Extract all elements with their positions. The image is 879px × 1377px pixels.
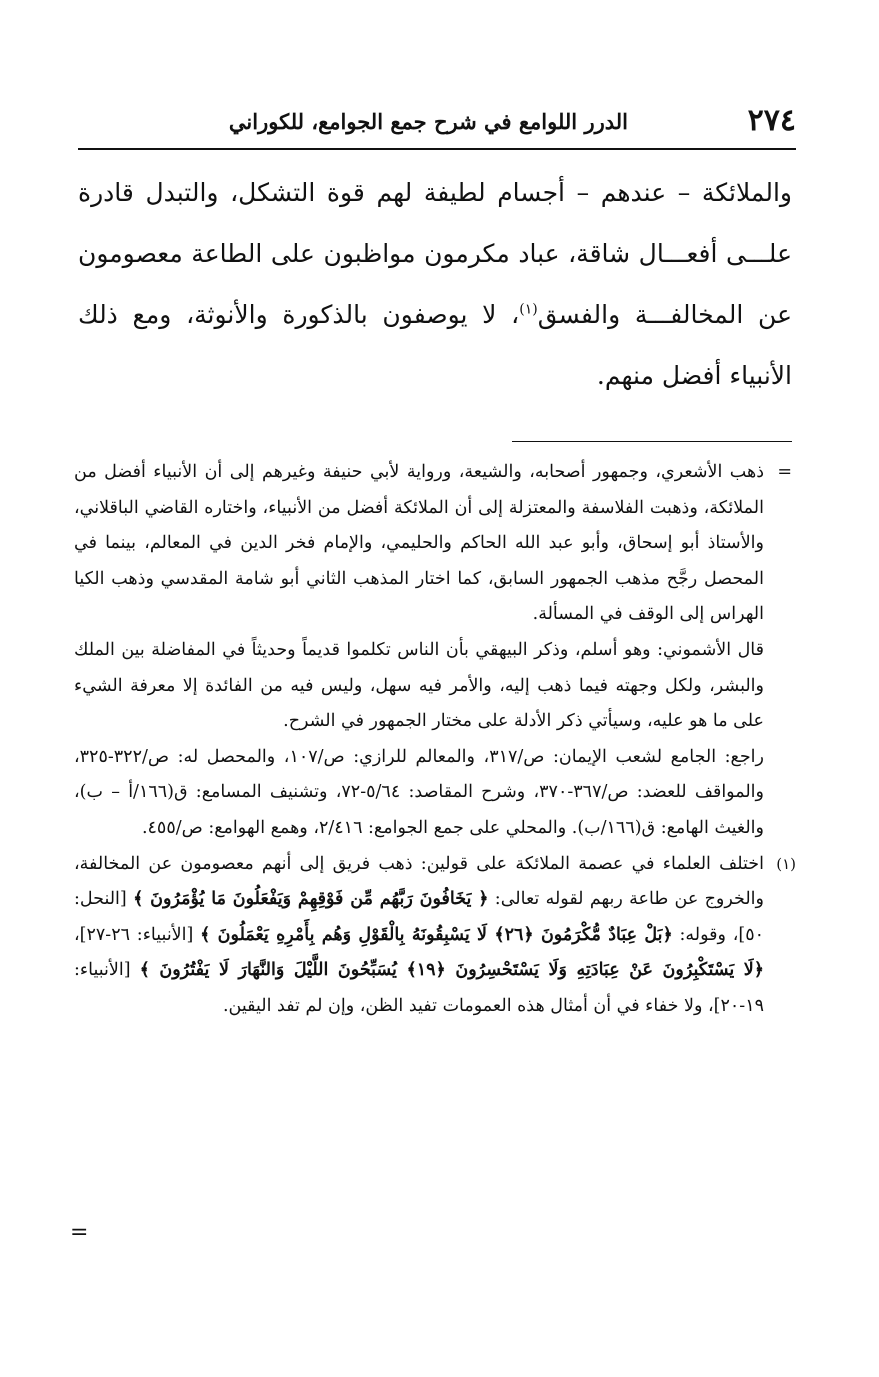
- main-text-before-note: والملائكة – عندهم – أجسام لطيفة لهم قوة التشكل، والتبدل قادرة علـــى أفعـــال شاقة، عباد مكرمون مواظبون على الطاعة معصومون عن المخالفـــة والفسق: [78, 178, 792, 329]
- quran-verse: ﴿لَا يَسْتَكْبِرُونَ عَنْ عِبَادَتِهِ وَلَا يَسْتَحْسِرُونَ ﴿١٩﴾ يُسَبِّحُونَ اللَّيْلَ وَالنَّهَارَ لَا يَفْتُرُونَ ﴾: [139, 960, 765, 981]
- main-paragraph: [78, 162, 792, 406]
- footnote-continued-para-2: [74, 633, 796, 740]
- page-number: ٢٧٤: [747, 103, 796, 138]
- main-text-after-note: ، لا يوصفون بالذكورة والأنوثة، ومع ذلك الأنبياء أفضل منهم.: [78, 300, 792, 390]
- footnote-text: راجع: الجامع لشعب الإيمان: ص/٣١٧، والمعالم للرازي: ص/١٠٧، والمحصل له: ص/٣٢٢-٣٢٥، والمواقف للعضد: ص/٣٦٧-٣٧٠، وشرح المقاصد: ٥/٦٤-٧٢، وتشنيف المسامع: ق(١٦٦/أ – ب)، والغيث الهامع: ق(١٦٦/ب). والمحلي على جمع الجوامع: ٢/٤١٦، وهمع الهوامع: ص/٤٥٥.: [74, 746, 764, 838]
- footnote-continued-para-3: [74, 740, 796, 847]
- footnote-1: [74, 847, 796, 1025]
- main-text: [78, 162, 792, 406]
- footnote-text: اختلف العلماء في عصمة الملائكة على قولين: ذهب فريق إلى أنهم معصومون عن المخالفة، والخروج عن طاعة ربهم لقوله تعالى:: [74, 853, 764, 910]
- continuation-end-mark: =: [70, 1220, 89, 1245]
- footnote-1-marker: (١): [776, 854, 796, 873]
- verse-reference: [الأنبياء: ٢٦-٢٧]،: [74, 924, 201, 945]
- footnote-text: ذهب الأشعري، وجمهور أصحابه، والشيعة، ورواية لأبي حنيفة وغيرهم إلى أن الأنبياء أفضل من الملائكة، وذهبت الفلاسفة والمعتزلة إلى أن الملائكة أفضل من الأنبياء، واختاره القاضي الباقلاني، والأستاذ أبو إسحاق، وأبو عبد الله الحاكم والحليمي، والإمام فخر الدين في المعالم، بينما في المحصل رجَّح مذهب الجمهور السابق، كما اختار المذهب الثاني أبو شامة المقدسي وذهب الكيا الهراس إلى الوقف في المسألة.: [74, 462, 764, 625]
- footnote-separator: [512, 441, 792, 442]
- verse-reference: [النحل: ٥٠]، وقوله:: [74, 889, 765, 945]
- quran-verse: ﴿ يَخَافُونَ رَبَّهُم مِّن فَوْقِهِمْ وَيَفْعَلُونَ مَا يُؤْمَرُونَ ﴾: [133, 889, 489, 910]
- footnote-continued-para-1: [74, 455, 796, 633]
- header-rule: [78, 148, 796, 150]
- quran-verse: ﴿بَلْ عِبَادٌ مُّكْرَمُونَ ﴿٢٦﴾ لَا يَسْبِقُونَهُ بِالْقَوْلِ وَهُم بِأَمْرِهِ يَعْمَلُونَ ﴾: [200, 924, 673, 945]
- footnotes: [74, 455, 796, 1025]
- footnote-text: قال الأشموني: وهو أسلم، وذكر البيهقي بأن الناس تكلموا قديماً وحديثاً في المفاضلة بين الملك والبشر، ولكل وجهته فيما ذهب إليه، والأمر فيه سهل، وليس فيه من الفائدة إلا معرفة الشيء على ما هو عليه، وسيأتي ذكر الأدلة على مختار الجمهور في الشرح.: [74, 639, 764, 732]
- footnote-reference: (١): [519, 301, 538, 318]
- continuation-mark: =: [777, 462, 792, 482]
- verse-reference: [الأنبياء: ١٩-٢٠]، ولا خفاء في أن أمثال هذه العمومات تفيد الظن، وإن لم تفد اليقين.: [74, 960, 764, 1016]
- page-header: [78, 98, 796, 144]
- running-title: الدرر اللوامع في شرح جمع الجوامع، للكوراني: [228, 109, 628, 134]
